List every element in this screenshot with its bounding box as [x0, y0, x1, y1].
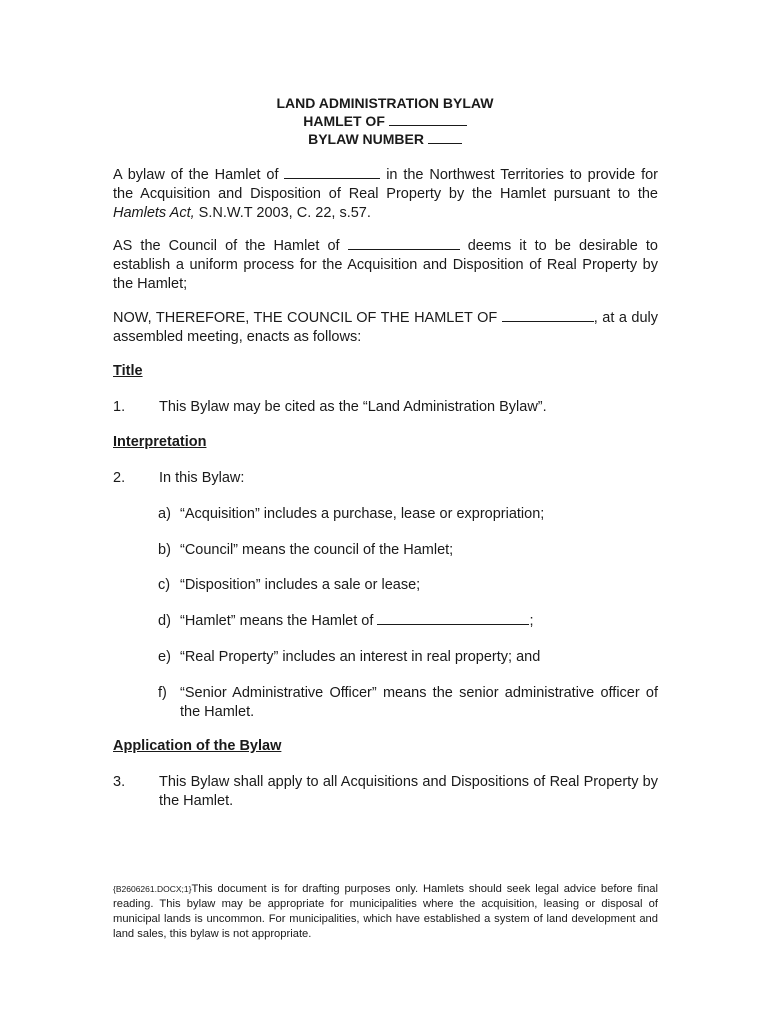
bylaw-title: LAND ADMINISTRATION BYLAW — [276, 95, 494, 111]
hamlet-definition-blank — [377, 612, 529, 625]
item-label: d) — [158, 613, 171, 629]
section-3-number: 3. — [113, 774, 126, 790]
item-d-end: ; — [529, 613, 534, 629]
p1-text-a: A bylaw of the Hamlet of — [113, 167, 285, 183]
drafting-note-footer — [113, 882, 658, 942]
preamble-paragraph-2 — [113, 237, 658, 294]
section-2-text: In this Bylaw: — [159, 470, 245, 486]
p2-text-b: deems it to be desirable to establish a uniform process for the Acquisition and Disposition of Real Property by the Hamlet; — [113, 238, 658, 292]
item-label: b) — [158, 542, 171, 558]
section-3-text: This Bylaw shall apply to all Acquisitions and Dispositions of Real Property by the Hamlet. — [159, 774, 658, 809]
heading-application: Application of the Bylaw — [113, 738, 282, 754]
item-text: “Acquisition” includes a purchase, lease or expropriation; — [180, 506, 545, 522]
preamble-paragraph-1 — [113, 166, 658, 223]
item-text: “Council” means the council of the Hamlet; — [180, 542, 454, 558]
bylaw-number-line — [0, 130, 770, 148]
p3-text-a: NOW, THEREFORE, THE COUNCIL OF THE HAMLET OF — [113, 310, 502, 326]
item-label: f) — [158, 685, 167, 701]
section-1-text: This Bylaw may be cited as the “Land Administration Bylaw”. — [159, 399, 547, 415]
hamlet-of-line — [0, 112, 770, 130]
p1-text-c: S.N.W.T 2003, C. 22, s.57. — [194, 205, 371, 221]
hamlet-name-blank — [389, 113, 467, 126]
item-d-text: “Hamlet” means the Hamlet of — [180, 613, 378, 629]
item-text: “Real Property” includes an interest in real property; and — [180, 649, 541, 665]
document-title-block — [0, 94, 770, 148]
item-label: a) — [158, 506, 171, 522]
heading-title: Title — [113, 363, 143, 379]
heading-interpretation: Interpretation — [113, 434, 207, 450]
p1-text-b: in the Northwest Territories to provide for the Acquisition and Disposition of Real Property by the Hamlet pursuant to the — [113, 167, 658, 202]
p1-blank — [284, 166, 380, 179]
p3-blank — [502, 309, 594, 322]
item-text-hamlet — [180, 612, 658, 631]
section-1-number: 1. — [113, 399, 126, 415]
bylaw-number-blank — [428, 131, 462, 144]
item-text: “Senior Administrative Officer” means the senior administrative officer of the Hamlet. — [180, 685, 658, 720]
document-reference: {B2606261.DOCX;1} — [113, 884, 192, 894]
section-2-number: 2. — [113, 470, 126, 486]
item-label: e) — [158, 649, 171, 665]
hamlet-of-label: HAMLET OF — [303, 113, 389, 129]
item-label: c) — [158, 577, 171, 593]
bylaw-number-label: BYLAW NUMBER — [308, 131, 428, 147]
drafting-note-text: This document is for drafting purposes only. Hamlets should seek legal advice before final reading. This bylaw may be appropriate for municipalities where the acquisition, leasing or disposal of municipal lands is uncommon. For municipalities, which have established a system of land development and land sales, this bylaw is not appropriate. — [113, 883, 658, 940]
item-text: “Disposition” includes a sale or lease; — [180, 577, 421, 593]
preamble-paragraph-3 — [113, 309, 658, 347]
p3-text-b: , at a duly assembled meeting, enacts as follows: — [113, 310, 658, 345]
hamlets-act-citation: Hamlets Act, — [113, 205, 195, 221]
p2-blank — [348, 237, 460, 250]
p2-text-a: AS the Council of the Hamlet of — [113, 238, 348, 254]
